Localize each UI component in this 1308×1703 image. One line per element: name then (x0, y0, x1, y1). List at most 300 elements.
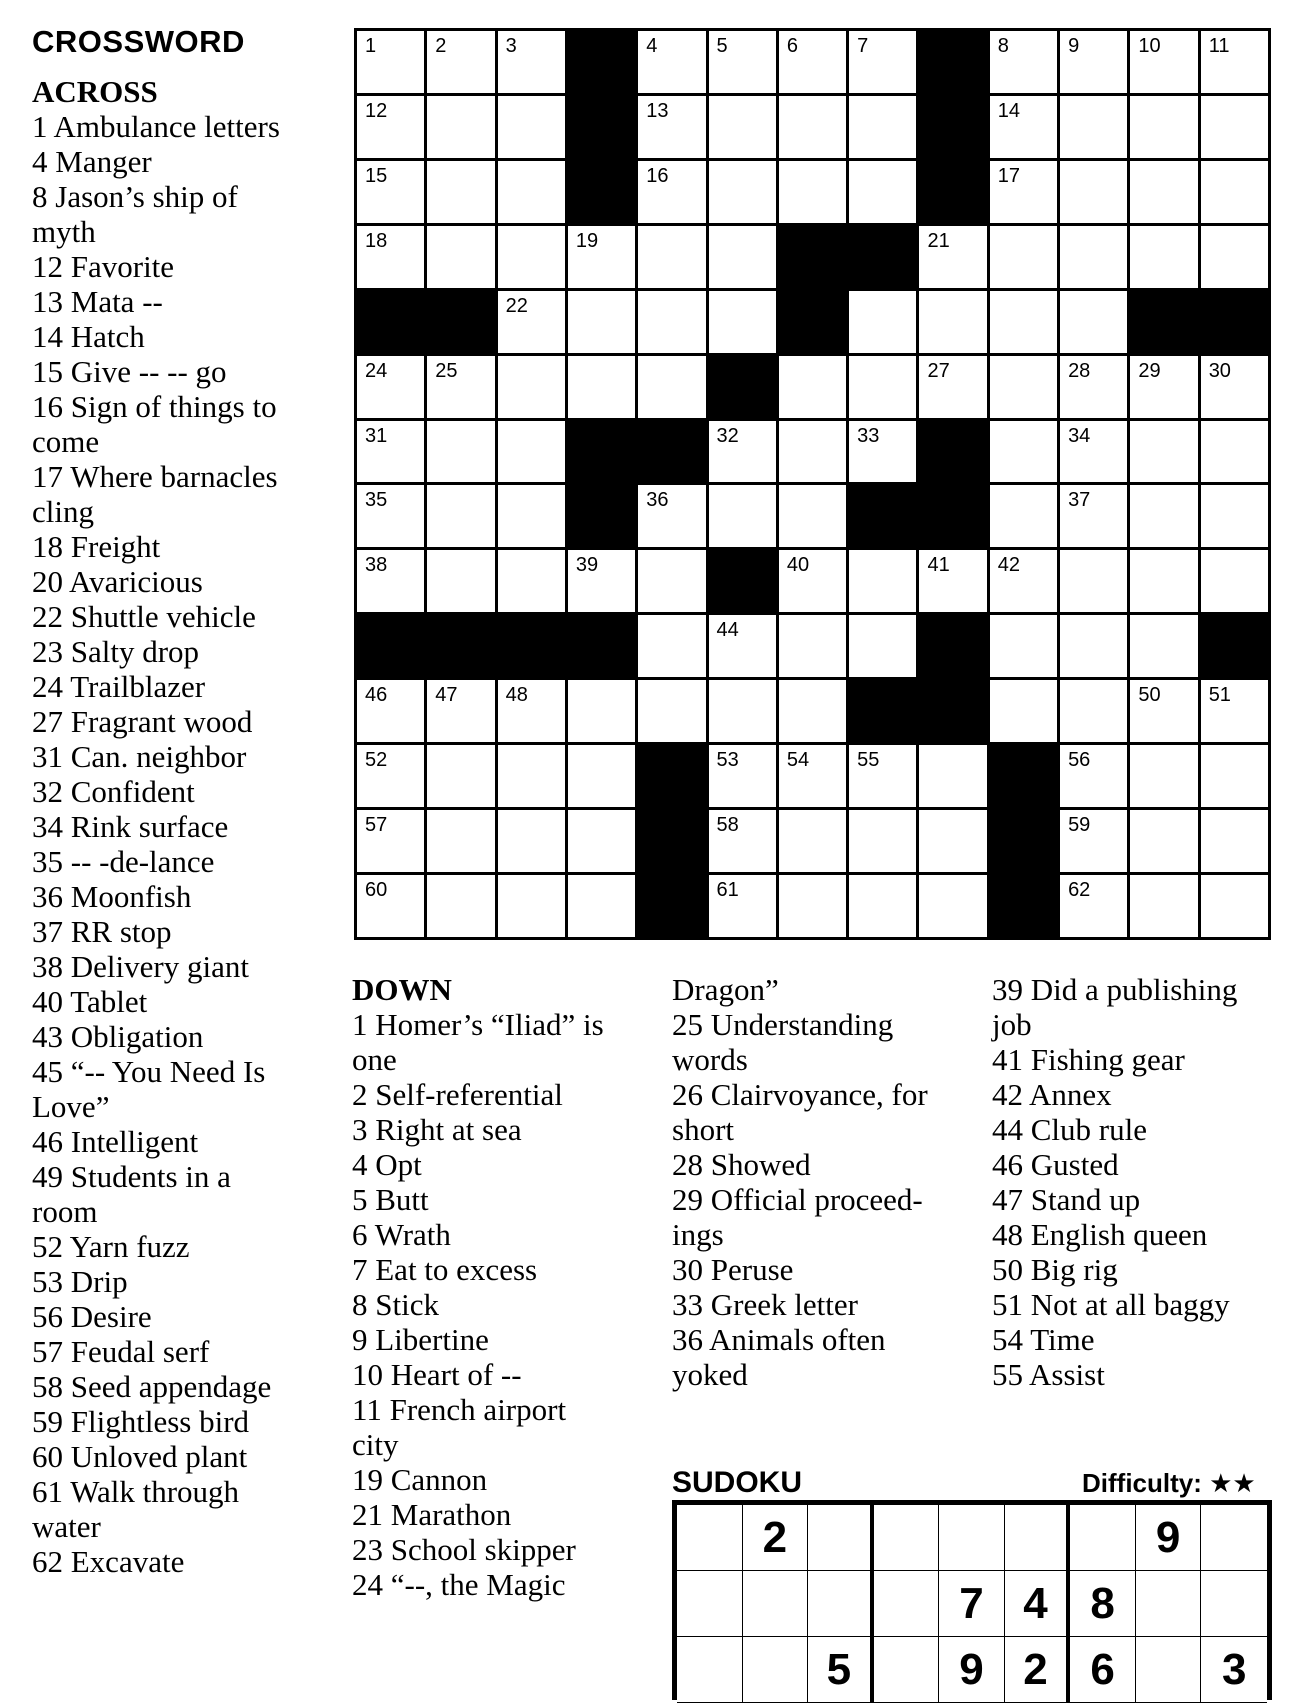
crossword-cell[interactable] (990, 31, 1057, 93)
crossword-cell[interactable] (1130, 680, 1197, 742)
across-clue: 32 Confident (32, 774, 195, 809)
crossword-cell[interactable] (427, 550, 494, 612)
crossword-cell[interactable] (638, 226, 705, 288)
crossword-cell[interactable] (427, 31, 494, 93)
black-square (919, 31, 986, 93)
sudoku-cell[interactable] (677, 1505, 743, 1571)
across-clue: 40 Tablet (32, 984, 148, 1019)
clue-number: 54 (786, 749, 810, 772)
black-square (849, 485, 916, 547)
crossword-cell[interactable] (638, 161, 705, 223)
crossword-cell[interactable] (1130, 550, 1197, 612)
crossword-cell[interactable] (568, 356, 635, 418)
down-clue: 24 “--, the Magic (352, 1567, 566, 1602)
clue-number: 32 (716, 424, 739, 447)
down-clue: 6 Wrath (352, 1217, 451, 1252)
black-square (568, 615, 635, 677)
crossword-cell[interactable] (1130, 226, 1197, 288)
crossword-cell[interactable] (1201, 745, 1268, 807)
down-clue: 7 Eat to excess (352, 1252, 538, 1287)
crossword-cell[interactable] (990, 550, 1057, 612)
crossword-cell[interactable] (427, 810, 494, 872)
clue-number: 7 (857, 35, 869, 57)
crossword-cell[interactable] (919, 291, 986, 353)
crossword-cell[interactable] (427, 875, 494, 937)
crossword-cell[interactable] (1060, 550, 1127, 612)
black-square (568, 485, 635, 547)
crossword-cell[interactable] (779, 96, 846, 158)
down-clue: 44 Club rule (992, 1112, 1147, 1147)
down-clue: 11 French airport city (352, 1392, 567, 1462)
sudoku-cell[interactable] (677, 1637, 743, 1703)
sudoku-difficulty (1082, 1468, 1256, 1499)
down-clue: 42 Annex (992, 1077, 1112, 1112)
crossword-cell[interactable] (1130, 31, 1197, 93)
crossword-cell[interactable] (779, 31, 846, 93)
crossword-cell[interactable] (498, 226, 565, 288)
crossword-cell[interactable] (638, 485, 705, 547)
crossword-cell[interactable] (849, 875, 916, 937)
clue-number: 47 (435, 684, 458, 707)
sudoku-cell[interactable] (1201, 1571, 1267, 1637)
sudoku-cell[interactable] (939, 1505, 1005, 1571)
clue-number: 30 (1208, 359, 1231, 382)
crossword-cell[interactable] (498, 421, 565, 483)
sudoku-cell: 3 (1201, 1637, 1267, 1703)
down-clue: 54 Time (992, 1322, 1095, 1357)
sudoku-grid (672, 1500, 1272, 1700)
clue-number: 10 (1138, 35, 1161, 57)
crossword-cell[interactable] (498, 875, 565, 937)
crossword-cell[interactable] (779, 615, 846, 677)
crossword-cell[interactable] (1060, 96, 1127, 158)
black-square (427, 615, 494, 677)
crossword-cell[interactable] (427, 356, 494, 418)
across-clue: 31 Can. neighbor (32, 739, 247, 774)
crossword-cell[interactable] (709, 615, 776, 677)
black-square (568, 161, 635, 223)
crossword-cell[interactable] (990, 226, 1057, 288)
crossword-cell[interactable] (709, 810, 776, 872)
crossword-cell[interactable] (498, 810, 565, 872)
crossword-cell[interactable] (638, 550, 705, 612)
crossword-cell[interactable] (779, 550, 846, 612)
crossword-cell[interactable] (1060, 485, 1127, 547)
crossword-cell[interactable] (1060, 226, 1127, 288)
crossword-cell[interactable] (1201, 161, 1268, 223)
crossword-cell[interactable] (427, 745, 494, 807)
clue-number: 3 (505, 35, 517, 57)
across-clue: 56 Desire (32, 1299, 152, 1334)
crossword-cell[interactable] (1060, 161, 1127, 223)
crossword-cell[interactable] (1060, 615, 1127, 677)
clue-number: 51 (1208, 684, 1231, 707)
crossword-cell[interactable] (849, 291, 916, 353)
crossword-cell[interactable] (638, 31, 705, 93)
crossword-cell[interactable] (638, 356, 705, 418)
crossword-cell[interactable] (498, 356, 565, 418)
down-clue: 51 Not at all baggy (992, 1287, 1230, 1322)
crossword-cell[interactable] (568, 810, 635, 872)
clue-number: 16 (646, 164, 669, 187)
sudoku-cell[interactable] (808, 1571, 874, 1637)
clue-number: 28 (1068, 359, 1091, 382)
clue-number: 62 (1068, 879, 1091, 902)
across-clue: 22 Shuttle vehicle (32, 599, 256, 634)
crossword-cell[interactable] (990, 291, 1057, 353)
crossword-cell[interactable] (709, 96, 776, 158)
across-clue: 35 -- -de-lance (32, 844, 215, 879)
black-square (919, 485, 986, 547)
crossword-cell[interactable] (779, 875, 846, 937)
crossword-cell[interactable] (779, 356, 846, 418)
clue-number: 11 (1208, 35, 1230, 57)
black-square (919, 680, 986, 742)
clue-number: 2 (435, 35, 447, 57)
across-clue: 17 Where barnacles cling (32, 459, 278, 529)
black-square (919, 615, 986, 677)
clue-number: 55 (857, 749, 880, 772)
crossword-cell[interactable] (1060, 745, 1127, 807)
down-clue: 8 Stick (352, 1287, 439, 1322)
crossword-cell[interactable] (498, 550, 565, 612)
crossword-cell[interactable] (427, 161, 494, 223)
across-clue: 20 Avaricious (32, 564, 203, 599)
crossword-cell[interactable] (1201, 356, 1268, 418)
down-clue: 9 Libertine (352, 1322, 489, 1357)
crossword-cell[interactable] (709, 31, 776, 93)
black-square (568, 96, 635, 158)
clue-number: 18 (365, 229, 388, 252)
black-square (779, 291, 846, 353)
crossword-cell[interactable] (849, 161, 916, 223)
clue-number: 14 (997, 99, 1021, 122)
across-clue: 12 Favorite (32, 249, 175, 284)
crossword-cell[interactable] (568, 745, 635, 807)
crossword-cell[interactable] (919, 745, 986, 807)
down-clue: 28 Showed (672, 1147, 811, 1182)
crossword-cell[interactable] (849, 96, 916, 158)
crossword-cell[interactable] (1201, 810, 1268, 872)
crossword-cell[interactable] (709, 680, 776, 742)
crossword-cell[interactable] (709, 875, 776, 937)
crossword-cell[interactable] (1130, 615, 1197, 677)
across-clue: 34 Rink surface (32, 809, 229, 844)
crossword-cell[interactable] (709, 485, 776, 547)
crossword-cell[interactable] (990, 485, 1057, 547)
sudoku-cell: 7 (939, 1571, 1005, 1637)
crossword-cell[interactable] (1201, 485, 1268, 547)
crossword-cell[interactable] (1060, 31, 1127, 93)
clue-number: 37 (1068, 489, 1091, 512)
crossword-cell[interactable] (1130, 875, 1197, 937)
crossword-cell[interactable] (1201, 31, 1268, 93)
crossword-cell[interactable] (427, 96, 494, 158)
crossword-cell[interactable] (849, 745, 916, 807)
clue-number: 21 (927, 229, 950, 252)
crossword-cell[interactable] (1130, 745, 1197, 807)
black-square (1130, 291, 1197, 353)
crossword-cell[interactable] (357, 680, 424, 742)
crossword-cell[interactable] (709, 745, 776, 807)
crossword-cell[interactable] (709, 421, 776, 483)
clue-number: 35 (365, 489, 388, 512)
crossword-cell[interactable] (1060, 875, 1127, 937)
clue-number: 42 (997, 554, 1021, 577)
crossword-cell[interactable] (357, 421, 424, 483)
across-clue: 13 Mata -- (32, 284, 163, 319)
black-square (1201, 291, 1268, 353)
crossword-cell[interactable] (357, 161, 424, 223)
clue-number: 19 (575, 229, 599, 252)
black-square (638, 421, 705, 483)
clue-number: 1 (365, 35, 377, 57)
black-square (990, 810, 1057, 872)
down-clue: 36 Animals often yoked (672, 1322, 886, 1392)
crossword-cell[interactable] (357, 875, 424, 937)
black-square (990, 745, 1057, 807)
crossword-cell[interactable] (427, 485, 494, 547)
down-clue: 21 Marathon (352, 1497, 512, 1532)
crossword-cell[interactable] (849, 31, 916, 93)
clue-number: 33 (857, 424, 880, 447)
down-clues-col-2 (672, 972, 962, 1392)
crossword-grid (354, 28, 1271, 940)
crossword-cell[interactable] (1130, 421, 1197, 483)
crossword-cell[interactable] (919, 875, 986, 937)
crossword-title: CROSSWORD (32, 24, 245, 59)
crossword-cell[interactable] (568, 226, 635, 288)
crossword-cell[interactable] (568, 291, 635, 353)
across-clue: 57 Feudal serf (32, 1334, 210, 1369)
crossword-cell[interactable] (638, 291, 705, 353)
crossword-cell[interactable] (849, 550, 916, 612)
sudoku-cell: 2 (743, 1505, 809, 1571)
sudoku-cell[interactable] (677, 1571, 743, 1637)
black-square (919, 161, 986, 223)
down-clue: 10 Heart of -- (352, 1357, 522, 1392)
crossword-cell[interactable] (990, 356, 1057, 418)
down-clue: 50 Big rig (992, 1252, 1118, 1287)
crossword-cell[interactable] (919, 550, 986, 612)
down-clue: 2 Self-referential (352, 1077, 563, 1112)
difficulty-label: Difficulty: (1082, 1468, 1202, 1498)
clue-number: 58 (716, 814, 739, 837)
across-clue: 27 Fragrant wood (32, 704, 253, 739)
crossword-cell[interactable] (427, 226, 494, 288)
sudoku-cell[interactable] (1005, 1505, 1071, 1571)
crossword-cell[interactable] (1060, 356, 1127, 418)
clue-number: 50 (1138, 684, 1161, 707)
crossword-cell[interactable] (498, 745, 565, 807)
crossword-cell[interactable] (1201, 680, 1268, 742)
clue-number: 61 (716, 879, 739, 902)
crossword-cell[interactable] (990, 615, 1057, 677)
clue-number: 13 (646, 99, 669, 122)
clue-number: 60 (365, 879, 388, 902)
crossword-cell[interactable] (638, 96, 705, 158)
crossword-cell[interactable] (1201, 421, 1268, 483)
crossword-cell[interactable] (638, 615, 705, 677)
crossword-cell[interactable] (1130, 356, 1197, 418)
sudoku-cell[interactable] (1070, 1505, 1136, 1571)
crossword-cell[interactable] (849, 615, 916, 677)
sudoku-cell: 8 (1070, 1571, 1136, 1637)
crossword-cell[interactable] (779, 161, 846, 223)
clue-number: 56 (1068, 749, 1091, 772)
crossword-cell[interactable] (990, 680, 1057, 742)
down-clues-col-1 (352, 972, 652, 1602)
clue-number: 44 (716, 619, 739, 642)
crossword-cell[interactable] (1130, 161, 1197, 223)
black-square (1201, 615, 1268, 677)
down-clue: 33 Greek letter (672, 1287, 858, 1322)
crossword-cell[interactable] (357, 96, 424, 158)
crossword-cell[interactable] (357, 550, 424, 612)
down-clue: 1 Homer’s “Iliad” is one (352, 1007, 604, 1077)
clue-number: 39 (575, 554, 599, 577)
across-clues (32, 74, 322, 1579)
across-clue: 18 Freight (32, 529, 161, 564)
difficulty-stars: ★★ (1209, 1468, 1256, 1498)
crossword-cell[interactable] (1201, 550, 1268, 612)
crossword-cell[interactable] (1130, 96, 1197, 158)
across-clue: 61 Walk through water (32, 1474, 240, 1544)
across-clue: 4 Manger (32, 144, 152, 179)
black-square (498, 615, 565, 677)
crossword-cell[interactable] (1130, 810, 1197, 872)
crossword-cell[interactable] (638, 680, 705, 742)
clue-number: 46 (365, 684, 388, 707)
sudoku-cell[interactable] (1136, 1571, 1202, 1637)
crossword-cell[interactable] (990, 161, 1057, 223)
down-clue: 4 Opt (352, 1147, 422, 1182)
crossword-cell[interactable] (990, 421, 1057, 483)
crossword-cell[interactable] (357, 356, 424, 418)
crossword-cell[interactable] (357, 810, 424, 872)
crossword-cell[interactable] (709, 226, 776, 288)
across-clue: 23 Salty drop (32, 634, 200, 669)
crossword-cell[interactable] (779, 485, 846, 547)
crossword-cell[interactable] (498, 96, 565, 158)
crossword-cell[interactable] (990, 96, 1057, 158)
down-clue: 26 Clairvoyance, for short (672, 1077, 928, 1147)
sudoku-cell[interactable] (743, 1637, 809, 1703)
crossword-cell[interactable] (1130, 485, 1197, 547)
clue-number: 41 (927, 554, 950, 577)
clue-number: 34 (1068, 424, 1091, 447)
crossword-cell[interactable] (498, 161, 565, 223)
across-clue: 43 Obligation (32, 1019, 204, 1054)
crossword-cell[interactable] (427, 421, 494, 483)
down-clue: 55 Assist (992, 1357, 1105, 1392)
black-square (357, 615, 424, 677)
black-square (849, 680, 916, 742)
crossword-cell[interactable] (357, 485, 424, 547)
sudoku-cell[interactable] (1136, 1637, 1202, 1703)
crossword-cell[interactable] (1060, 680, 1127, 742)
sudoku-cell[interactable] (874, 1571, 940, 1637)
crossword-cell[interactable] (498, 291, 565, 353)
crossword-cell[interactable] (357, 226, 424, 288)
crossword-cell[interactable] (779, 421, 846, 483)
crossword-cell[interactable] (498, 31, 565, 93)
black-square (638, 810, 705, 872)
across-clue: 62 Excavate (32, 1544, 185, 1579)
crossword-cell[interactable] (779, 680, 846, 742)
across-clue: 38 Delivery giant (32, 949, 249, 984)
crossword-cell[interactable] (709, 161, 776, 223)
down-clue: 19 Cannon (352, 1462, 488, 1497)
crossword-cell[interactable] (919, 226, 986, 288)
crossword-cell[interactable] (568, 550, 635, 612)
sudoku-cell: 2 (1005, 1637, 1071, 1703)
crossword-cell[interactable] (849, 421, 916, 483)
clue-number: 17 (997, 164, 1021, 187)
clue-number: 4 (646, 35, 658, 57)
sudoku-cell: 9 (1136, 1505, 1202, 1571)
black-square (779, 226, 846, 288)
crossword-cell[interactable] (919, 356, 986, 418)
sudoku-cell: 4 (1005, 1571, 1071, 1637)
sudoku-cell[interactable] (1201, 1505, 1267, 1571)
across-clue: 36 Moonfish (32, 879, 192, 914)
crossword-cell[interactable] (919, 810, 986, 872)
black-square (427, 291, 494, 353)
clue-number: 6 (786, 35, 798, 57)
sudoku-cell: 5 (808, 1637, 874, 1703)
black-square (919, 421, 986, 483)
black-square (709, 550, 776, 612)
clue-number: 5 (716, 35, 728, 57)
clue-number: 38 (365, 554, 388, 577)
crossword-cell[interactable] (779, 810, 846, 872)
crossword-cell[interactable] (849, 356, 916, 418)
crossword-cell[interactable] (1060, 810, 1127, 872)
across-clue: 59 Flightless bird (32, 1404, 250, 1439)
crossword-cell[interactable] (427, 680, 494, 742)
down-clue: 48 English queen (992, 1217, 1208, 1252)
crossword-cell[interactable] (849, 810, 916, 872)
crossword-cell[interactable] (1201, 96, 1268, 158)
crossword-cell[interactable] (1060, 421, 1127, 483)
sudoku-cell[interactable] (808, 1505, 874, 1571)
crossword-cell[interactable] (1201, 875, 1268, 937)
crossword-cell[interactable] (357, 745, 424, 807)
crossword-cell[interactable] (357, 31, 424, 93)
across-clue: 49 Students in a room (32, 1159, 231, 1229)
crossword-cell[interactable] (568, 875, 635, 937)
crossword-cell[interactable] (1201, 226, 1268, 288)
crossword-cell[interactable] (498, 485, 565, 547)
black-square (709, 356, 776, 418)
crossword-cell[interactable] (568, 680, 635, 742)
crossword-cell[interactable] (779, 745, 846, 807)
black-square (357, 291, 424, 353)
black-square (849, 226, 916, 288)
across-clue: 60 Unloved plant (32, 1439, 248, 1474)
crossword-cell[interactable] (498, 680, 565, 742)
sudoku-cell[interactable] (743, 1571, 809, 1637)
sudoku-cell[interactable] (874, 1637, 940, 1703)
down-clue: 39 Did a publishing job (992, 972, 1238, 1042)
sudoku-cell[interactable] (874, 1505, 940, 1571)
clue-number: 31 (365, 424, 388, 447)
crossword-cell[interactable] (1060, 291, 1127, 353)
across-clue: 52 Yarn fuzz (32, 1229, 190, 1264)
crossword-cell[interactable] (709, 291, 776, 353)
across-clue: 53 Drip (32, 1264, 128, 1299)
